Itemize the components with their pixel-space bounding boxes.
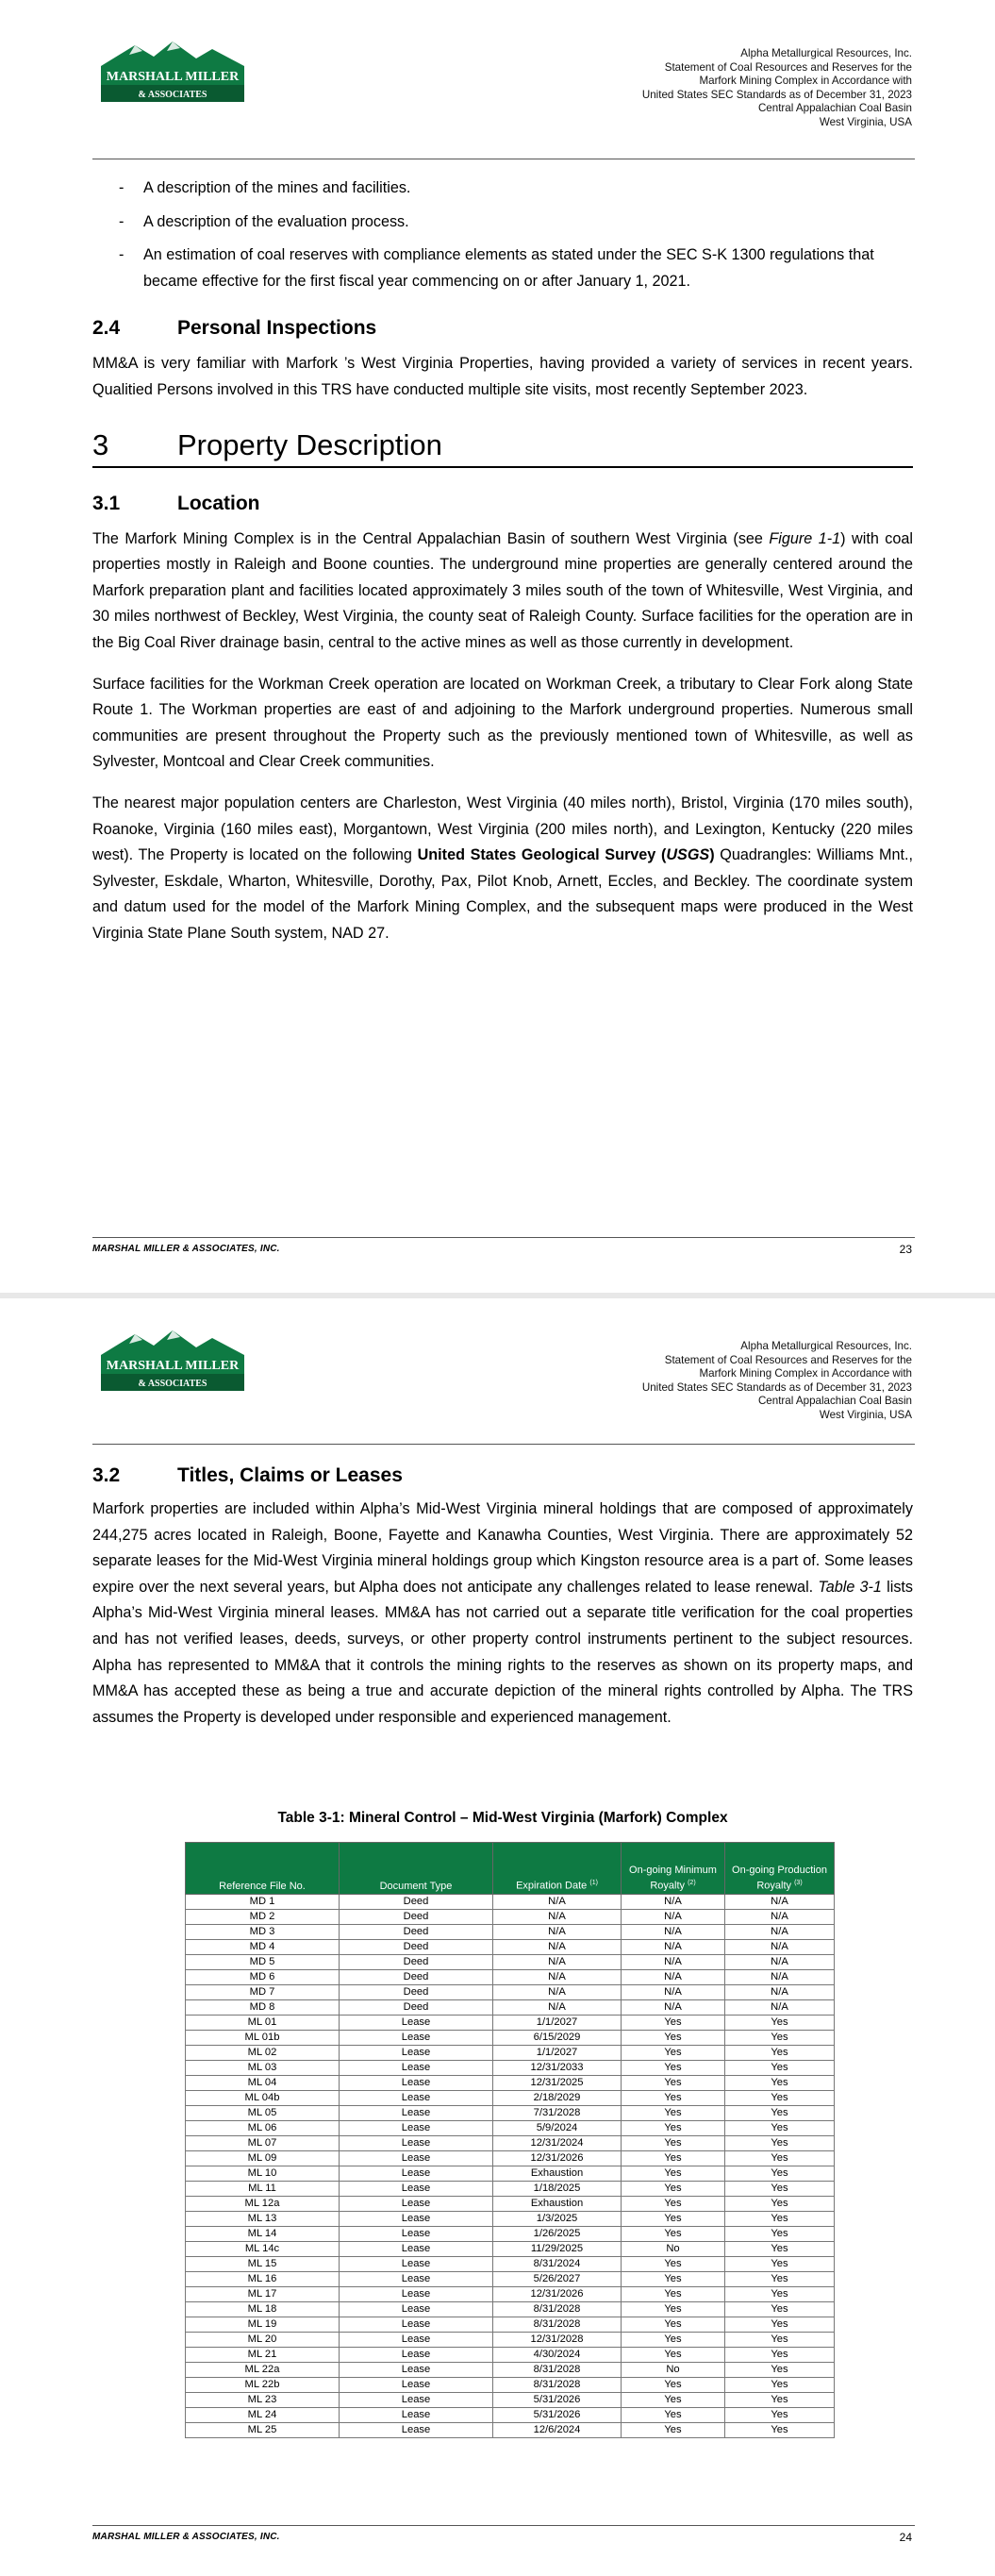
table-cell: MD 5	[186, 1955, 340, 1970]
logo-text-line1: MARSHALL MILLER	[106, 1359, 240, 1373]
table-cell: N/A	[493, 2000, 622, 2016]
section-number: 3.1	[92, 492, 121, 514]
table-reference: Table 3-1	[818, 1578, 882, 1596]
table-row	[186, 2016, 835, 2031]
table-cell: Lease	[340, 2272, 493, 2287]
table-cell: Yes	[622, 2197, 725, 2212]
figure-reference: Figure 1-1	[769, 529, 841, 547]
section-heading-3-2	[92, 1464, 913, 1487]
table-cell: Yes	[725, 2333, 835, 2348]
table-cell: Lease	[340, 2121, 493, 2136]
section-number: 3.2	[92, 1464, 121, 1486]
column-header: On-going Minimum Royalty $^{(2)}$	[622, 1843, 725, 1895]
chapter-title: Property Description	[177, 427, 442, 461]
header-rule	[92, 1444, 915, 1445]
table-cell: Yes	[725, 2031, 835, 2046]
table-cell: Lease	[340, 2091, 493, 2106]
table-cell: ML 04	[186, 2076, 340, 2091]
table-cell: Yes	[622, 2166, 725, 2182]
table-cell: Yes	[725, 2393, 835, 2408]
table-cell: 12/31/2033	[493, 2061, 622, 2076]
table-cell: Lease	[340, 2363, 493, 2378]
chapter-number: 3	[92, 427, 109, 461]
section-title: Personal Inspections	[177, 317, 377, 340]
table-cell: Yes	[725, 2257, 835, 2272]
table-cell: Yes	[622, 2393, 725, 2408]
page2-body	[92, 1464, 913, 1731]
table-cell: Yes	[622, 2031, 725, 2046]
table-cell: N/A	[493, 1970, 622, 1985]
table-row	[186, 1895, 835, 1910]
footer-company: MARSHAL MILLER & ASSOCIATES, INC.	[92, 1244, 280, 1254]
table-cell: Yes	[622, 2046, 725, 2061]
table-cell: N/A	[622, 1940, 725, 1955]
page-header	[642, 47, 912, 129]
footer-rule	[92, 1237, 915, 1238]
logo-text-line2: & ASSOCIATES	[138, 90, 207, 100]
page-number: 23	[899, 1243, 912, 1256]
table-cell: ML 13	[186, 2212, 340, 2227]
table-cell: Yes	[725, 2076, 835, 2091]
table-cell: 1/1/2027	[493, 2046, 622, 2061]
table-cell: ML 25	[186, 2423, 340, 2438]
table-row	[186, 2076, 835, 2091]
table-cell: ML 14c	[186, 2242, 340, 2257]
table-cell: ML 01	[186, 2016, 340, 2031]
header-line: Statement of Coal Resources and Reserves for the	[664, 60, 912, 74]
table-cell: 6/15/2029	[493, 2031, 622, 2046]
header-line: Central Appalachian Coal Basin	[757, 1395, 912, 1407]
bullet-text: A description of the mines and facilities.	[143, 179, 411, 196]
table-cell: ML 04b	[186, 2091, 340, 2106]
table-cell: Yes	[725, 2348, 835, 2363]
table-row	[186, 1970, 835, 1985]
table-cell: Lease	[340, 2287, 493, 2302]
table-row	[186, 2378, 835, 2393]
table-cell: Yes	[622, 2272, 725, 2287]
table-cell: Yes	[725, 2242, 835, 2257]
table-cell: MD 7	[186, 1985, 340, 2000]
table-cell: Lease	[340, 2227, 493, 2242]
table-cell: Lease	[340, 2046, 493, 2061]
table-cell: Lease	[340, 2302, 493, 2317]
table-cell: N/A	[725, 1910, 835, 1925]
table-cell: Yes	[725, 2423, 835, 2438]
table-cell: Lease	[340, 2212, 493, 2227]
table-row	[186, 2031, 835, 2046]
mma-logo	[97, 38, 248, 106]
table-cell: 12/31/2028	[493, 2333, 622, 2348]
table-cell: Yes	[622, 2333, 725, 2348]
table-cell: ML 06	[186, 2121, 340, 2136]
chapter-heading-3	[92, 428, 913, 468]
table-cell: Yes	[725, 2287, 835, 2302]
table-row	[186, 2197, 835, 2212]
table-row	[186, 2272, 835, 2287]
table-cell: No	[622, 2363, 725, 2378]
table-cell: Yes	[725, 2136, 835, 2151]
table-cell: N/A	[622, 1970, 725, 1985]
table-cell: 8/31/2028	[493, 2378, 622, 2393]
table-cell: Deed	[340, 2000, 493, 2016]
table-cell: MD 3	[186, 1925, 340, 1940]
section-heading-2-4	[92, 317, 913, 340]
table-cell: Lease	[340, 2016, 493, 2031]
table-cell: Yes	[725, 2227, 835, 2242]
table-cell: ML 14	[186, 2227, 340, 2242]
table-cell: Yes	[622, 2212, 725, 2227]
table-cell: 8/31/2028	[493, 2363, 622, 2378]
table-cell: 5/9/2024	[493, 2121, 622, 2136]
table-cell: Lease	[340, 2257, 493, 2272]
table-cell: Lease	[340, 2423, 493, 2438]
table-cell: N/A	[725, 1955, 835, 1970]
mineral-control-table	[185, 1842, 835, 2438]
table-cell: Lease	[340, 2182, 493, 2197]
table-cell: Lease	[340, 2333, 493, 2348]
table-cell: 12/31/2024	[493, 2136, 622, 2151]
table-cell: Yes	[725, 2197, 835, 2212]
table-caption: Table 3-1: Mineral Control – Mid-West Virginia (Marfork) Complex	[277, 1810, 728, 1826]
section-title: Location	[177, 492, 260, 514]
table-cell: 12/6/2024	[493, 2423, 622, 2438]
table-cell: MD 8	[186, 2000, 340, 2016]
table-cell: Yes	[725, 2061, 835, 2076]
table-cell: Lease	[340, 2136, 493, 2151]
table-cell: Lease	[340, 2061, 493, 2076]
table-cell: ML 11	[186, 2182, 340, 2197]
table-cell: N/A	[493, 1925, 622, 1940]
table-cell: N/A	[622, 2000, 725, 2016]
table-row	[186, 1955, 835, 1970]
bullet-item: - A description of the mines and facilities.	[92, 176, 913, 202]
header-line: Central Appalachian Coal Basin	[757, 102, 912, 114]
header-line: Alpha Metallurgical Resources, Inc.	[740, 47, 912, 59]
table-row	[186, 2423, 835, 2438]
header-line: Marfork Mining Complex in Accordance with	[699, 1367, 912, 1380]
table-cell: ML 21	[186, 2348, 340, 2363]
logo-text-line1: MARSHALL MILLER	[106, 70, 240, 84]
table-cell: 8/31/2024	[493, 2257, 622, 2272]
table-cell: Lease	[340, 2378, 493, 2393]
table-cell: 1/3/2025	[493, 2212, 622, 2227]
table-cell: MD 4	[186, 1940, 340, 1955]
table-cell: Lease	[340, 2151, 493, 2166]
table-row	[186, 2091, 835, 2106]
table-cell: 4/30/2024	[493, 2348, 622, 2363]
table-cell: 12/31/2026	[493, 2287, 622, 2302]
table-cell: Yes	[622, 2151, 725, 2166]
table-cell: Deed	[340, 1940, 493, 1955]
table-cell: Lease	[340, 2393, 493, 2408]
table-cell: Yes	[725, 2302, 835, 2317]
table-cell: 7/31/2028	[493, 2106, 622, 2121]
page1-body	[92, 176, 913, 946]
table-cell: N/A	[622, 1925, 725, 1940]
table-cell: 1/1/2027	[493, 2016, 622, 2031]
table-cell: 2/18/2029	[493, 2091, 622, 2106]
table-cell: ML 23	[186, 2393, 340, 2408]
header-line: West Virginia, USA	[819, 1408, 912, 1421]
table-cell: Yes	[725, 2016, 835, 2031]
table-cell: ML 15	[186, 2257, 340, 2272]
table-row	[186, 2393, 835, 2408]
section-number: 2.4	[92, 317, 121, 340]
table-cell: ML 24	[186, 2408, 340, 2423]
header-line: West Virginia, USA	[819, 115, 912, 128]
table-cell: Yes	[622, 2182, 725, 2197]
header-line: United States SEC Standards as of December 31, 2023	[641, 1380, 912, 1394]
table-cell: Yes	[725, 2091, 835, 2106]
table-cell: Lease	[340, 2348, 493, 2363]
mma-logo	[97, 1327, 248, 1395]
table-cell: Lease	[340, 2106, 493, 2121]
table-cell: Lease	[340, 2197, 493, 2212]
table-cell: 8/31/2028	[493, 2302, 622, 2317]
table-row	[186, 1940, 835, 1955]
table-cell: Yes	[725, 2182, 835, 2197]
table-row	[186, 2348, 835, 2363]
table-cell: Yes	[622, 2227, 725, 2242]
table-cell: Yes	[622, 2348, 725, 2363]
bullet-item: - A description of the evaluation process.	[92, 209, 913, 236]
table-cell: ML 19	[186, 2317, 340, 2333]
table-cell: Lease	[340, 2317, 493, 2333]
table-cell: MD 1	[186, 1895, 340, 1910]
table-cell: ML 10	[186, 2166, 340, 2182]
table-row	[186, 2333, 835, 2348]
table-cell: Yes	[725, 2046, 835, 2061]
table-cell: N/A	[622, 1910, 725, 1925]
table-cell: 1/26/2025	[493, 2227, 622, 2242]
table-cell: N/A	[493, 1985, 622, 2000]
paragraph: Surface facilities for the Workman Creek operation are located on Workman Creek, a tributary to Clear Fork along State Route 1. The Workman properties are east of and adjoining to the Marfork underground properties. Numerous small communities are present throughout the Property such as the previously mentioned town of Whitesville, as well as Sylvester, Montcoal and Clear Creek communities.	[92, 675, 913, 771]
header-line: Marfork Mining Complex in Accordance with	[699, 75, 912, 87]
logo-text-line2: & ASSOCIATES	[138, 1379, 207, 1389]
table-cell: N/A	[622, 1895, 725, 1910]
table-cell: Lease	[340, 2408, 493, 2423]
table-cell: Yes	[725, 2408, 835, 2423]
table-row	[186, 2242, 835, 2257]
table-cell: Yes	[725, 2317, 835, 2333]
table-cell: Deed	[340, 1895, 493, 1910]
table-cell: 1/18/2025	[493, 2182, 622, 2197]
table-row	[186, 2106, 835, 2121]
table-cell: MD 6	[186, 1970, 340, 1985]
footer-company: MARSHAL MILLER & ASSOCIATES, INC.	[92, 2532, 280, 2542]
table-row	[186, 2121, 835, 2136]
table-cell: No	[622, 2242, 725, 2257]
table-cell: N/A	[493, 1895, 622, 1910]
table-cell: 5/31/2026	[493, 2393, 622, 2408]
table-row	[186, 2046, 835, 2061]
column-header: Document Type	[340, 1843, 493, 1895]
table-cell: Yes	[622, 2016, 725, 2031]
table-row	[186, 1910, 835, 1925]
table-cell: N/A	[493, 1955, 622, 1970]
table-cell: Lease	[340, 2242, 493, 2257]
table-cell: Deed	[340, 1970, 493, 1985]
table-row	[186, 2287, 835, 2302]
table-cell: Yes	[622, 2136, 725, 2151]
table-body	[186, 1895, 835, 2438]
table-cell: ML 22a	[186, 2363, 340, 2378]
header-line: Alpha Metallurgical Resources, Inc.	[740, 1340, 912, 1352]
table-cell: ML 03	[186, 2061, 340, 2076]
table-cell: N/A	[725, 1895, 835, 1910]
table-cell: N/A	[725, 1925, 835, 1940]
table-cell: ML 16	[186, 2272, 340, 2287]
table-cell: Deed	[340, 1985, 493, 2000]
table-cell: Yes	[622, 2076, 725, 2091]
table-cell: Exhaustion	[493, 2166, 622, 2182]
table-row	[186, 2363, 835, 2378]
footer-rule	[92, 2525, 915, 2526]
page-number: 24	[899, 2531, 912, 2544]
table-row	[186, 2136, 835, 2151]
table-cell: 5/31/2026	[493, 2408, 622, 2423]
table-cell: N/A	[725, 1970, 835, 1985]
table-cell: Yes	[725, 2166, 835, 2182]
table-cell: MD 2	[186, 1910, 340, 1925]
table-row	[186, 2000, 835, 2016]
table-cell: Yes	[725, 2151, 835, 2166]
table-cell: Lease	[340, 2031, 493, 2046]
table-header-row	[186, 1843, 835, 1895]
table-cell: Yes	[622, 2121, 725, 2136]
table-cell: Yes	[622, 2378, 725, 2393]
table-cell: Lease	[340, 2076, 493, 2091]
table-row	[186, 2151, 835, 2166]
table-cell: ML 05	[186, 2106, 340, 2121]
column-header: On-going Production Royalty $^{(3)}$	[725, 1843, 835, 1895]
table-cell: N/A	[493, 1910, 622, 1925]
table-cell: N/A	[622, 1985, 725, 2000]
table-cell: ML 20	[186, 2333, 340, 2348]
paragraph: The Marfork Mining Complex is in the Central Appalachian Basin of southern West Virginia (see Figure 1-1) with coal properties mostly in Raleigh and Boone counties. The underground mine properties are generally centered around the Marfork preparation plant and facilities located approximately 3 miles south of the town of Whitesville, West Virginia, and 30 miles northwest of Beckley, West Virginia, the county seat of Raleigh County. Surface facilities for the operation are in the Big Coal River drainage basin, central to the active mines as well as those currently in development.	[92, 529, 913, 651]
table-cell: Yes	[725, 2378, 835, 2393]
table-cell: 12/31/2026	[493, 2151, 622, 2166]
bullet-text: A description of the evaluation process.	[143, 212, 409, 230]
table-cell: Yes	[622, 2317, 725, 2333]
table-cell: Deed	[340, 1955, 493, 1970]
section-title: Titles, Claims or Leases	[177, 1464, 403, 1486]
table-row	[186, 1985, 835, 2000]
column-header: Reference File No.	[186, 1843, 340, 1895]
table-cell: Yes	[725, 2363, 835, 2378]
table-cell: ML 07	[186, 2136, 340, 2151]
document-page-24	[0, 1298, 995, 2576]
table-cell: Exhaustion	[493, 2197, 622, 2212]
section-heading-3-1	[92, 493, 913, 515]
table-row	[186, 2212, 835, 2227]
table-cell: ML 02	[186, 2046, 340, 2061]
table-cell: Yes	[622, 2302, 725, 2317]
table-cell: Yes	[622, 2423, 725, 2438]
table-cell: ML 18	[186, 2302, 340, 2317]
table-cell: Yes	[725, 2212, 835, 2227]
table-cell: ML 17	[186, 2287, 340, 2302]
table-cell: ML 09	[186, 2151, 340, 2166]
table-cell: Yes	[725, 2272, 835, 2287]
page-header	[642, 1340, 912, 1422]
table-cell: Yes	[622, 2061, 725, 2076]
table-cell: Deed	[340, 1910, 493, 1925]
table-cell: N/A	[725, 1940, 835, 1955]
table-cell: Yes	[725, 2106, 835, 2121]
table-row	[186, 2166, 835, 2182]
table-cell: 5/26/2027	[493, 2272, 622, 2287]
table-row	[186, 2302, 835, 2317]
table-cell: N/A	[493, 1940, 622, 1955]
table-cell: Yes	[622, 2257, 725, 2272]
table-row	[186, 2227, 835, 2242]
table-cell: ML 01b	[186, 2031, 340, 2046]
table-cell: Yes	[622, 2287, 725, 2302]
bullet-item: - An estimation of coal reserves with compliance elements as stated under the SEC S-K 1300 regulations that became effective for the first fiscal year commencing on or after January 1, 2021.	[92, 243, 913, 294]
table-cell: 11/29/2025	[493, 2242, 622, 2257]
table-cell: 12/31/2025	[493, 2076, 622, 2091]
table-cell: 8/31/2028	[493, 2317, 622, 2333]
column-header: Expiration Date $^{(1)}$	[493, 1843, 622, 1895]
table-cell: N/A	[725, 1985, 835, 2000]
table-cell: Deed	[340, 1925, 493, 1940]
table-row	[186, 2317, 835, 2333]
table-row	[186, 2408, 835, 2423]
header-line: Statement of Coal Resources and Reserves for the	[664, 1353, 912, 1366]
paragraph: Marfork properties are included within Alpha’s Mid-West Virginia mineral holdings that are composed of approximately 244,275 acres located in Raleigh, Boone, Fayette and Kanawha Counties, West Virginia. There are approximately 52 separate leases for the Mid-West Virginia mineral holdings group which Kingston resource area is a part of. Some leases expire over the next several years, but Alpha does not anticipate any challenges related to lease renewal. Table 3-1 lists Alpha’s Mid-West Virginia mineral leases. MM&A has not carried out a separate title verification for the coal properties and has not verified leases, deeds, surveys, or other property control instruments pertinent to the subject resources. Alpha has represented to MM&A that it controls the mining rights to the reserves as shown on its property maps, and MM&A has accepted these as being a true and accurate depiction of the mineral rights controlled by Alpha. The TRS assumes the Property is developed under responsible and experienced management.	[92, 1500, 913, 1726]
paragraph: The nearest major population centers are Charleston, West Virginia (40 miles north), Bristol, Virginia (170 miles south), Roanoke, Virginia (160 miles east), Morgantown, West Virginia (200 miles north), and Lexington, Kentucky (220 miles west). The Property is located on the following United States Geological Survey (USGS) Quadrangles: Williams Mnt., Sylvester, Eskdale, Wharton, Whitesville, Dorothy, Pax, Pilot Knob, Arnett, Eccles, and Beckley. The coordinate system and datum used for the model of the Marfork Mining Complex, and the subsequent maps were produced in the West Virginia State Plane South system, NAD 27.	[92, 794, 914, 942]
table-cell: Yes	[622, 2408, 725, 2423]
table-cell: Yes	[622, 2091, 725, 2106]
table-cell: Lease	[340, 2166, 493, 2182]
header-line: United States SEC Standards as of December 31, 2023	[641, 88, 912, 101]
bullet-text: An estimation of coal reserves with compliance elements as stated under the SEC S-K 1300 regulations that became effective for the first fiscal year commencing on or after January 1, 2021.	[143, 246, 874, 290]
table-cell: ML 22b	[186, 2378, 340, 2393]
table-cell: Yes	[622, 2106, 725, 2121]
table-row	[186, 2182, 835, 2197]
table-cell: N/A	[725, 2000, 835, 2016]
paragraph: MM&A is very familiar with Marfork ’s West Virginia Properties, having provided a variety of services in recent years. Qualitied Persons involved in this TRS have conducted multiple site visits, most recently September 2023.	[92, 355, 913, 398]
table-row	[186, 2257, 835, 2272]
table-cell: Yes	[725, 2121, 835, 2136]
table-cell: ML 12a	[186, 2197, 340, 2212]
table-row	[186, 2061, 835, 2076]
table-row	[186, 1925, 835, 1940]
table-cell: N/A	[622, 1955, 725, 1970]
